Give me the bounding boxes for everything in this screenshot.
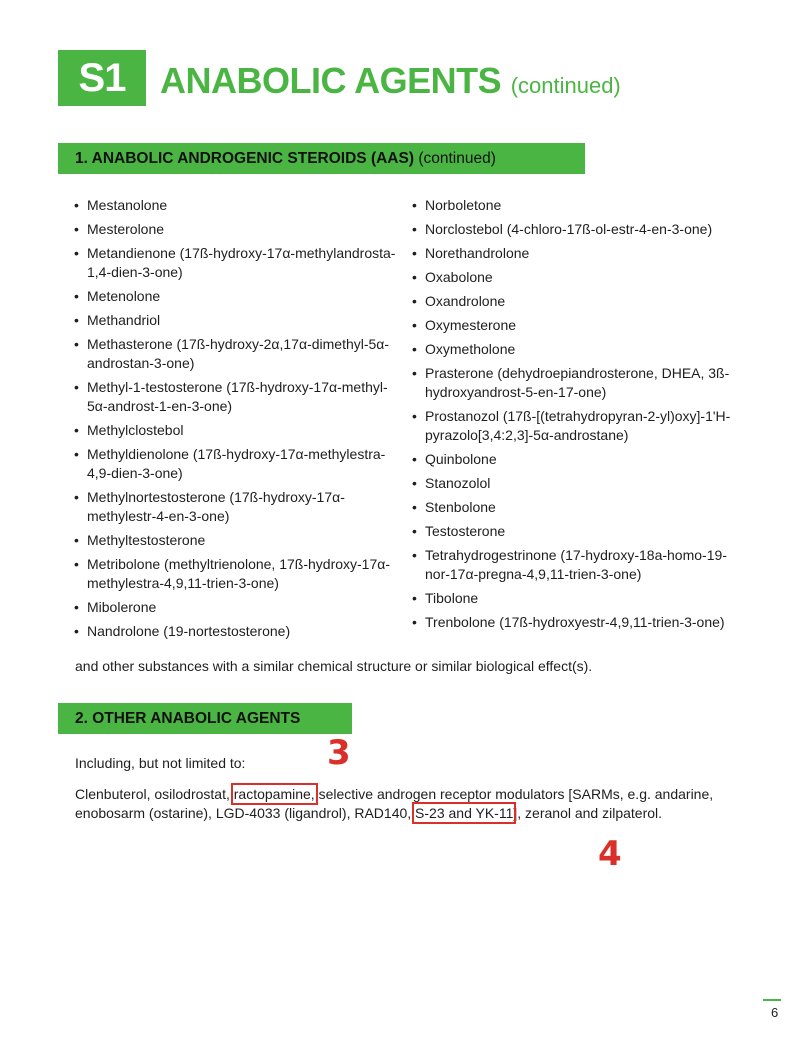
list-item: • Norclostebol (4-chloro-17ß-ol-estr-4-en-3-one) [411, 220, 751, 239]
list-item: • Norethandrolone [411, 244, 751, 263]
list-item: • Methyldienolone (17ß-hydroxy-17α-methylestra-4,9-dien-3-one) [73, 445, 408, 483]
list-item: • Tibolone [411, 589, 751, 608]
other-agents-text [75, 785, 755, 823]
page-number: 6 [771, 1005, 779, 1020]
section-code-badge: S1 [58, 50, 146, 106]
list-item: • Mibolerone [73, 598, 408, 617]
list-item: • Trenbolone (17ß-hydroxyestr-4,9,11-trien-3-one) [411, 613, 751, 632]
list-item: • Mesterolone [73, 220, 408, 239]
list-item: • Stenbolone [411, 498, 751, 517]
substance-list-left [73, 196, 408, 646]
list-item: • Metandienone (17ß-hydroxy-17α-methylandrosta-1,4-dien-3-one) [73, 244, 408, 282]
list-item: • Methandriol [73, 311, 408, 330]
list-item: • Metenolone [73, 287, 408, 306]
text-segment: Clenbuterol, osilodrostat, [75, 786, 234, 802]
list-item: • Mestanolone [73, 196, 408, 215]
section-header-aas-suffix: (continued) [418, 149, 496, 167]
list-item: • Oxymesterone [411, 316, 751, 335]
section-header-aas [58, 143, 585, 174]
list-item: • Prostanozol (17ß-[(tetrahydropyran-2-yl)oxy]-1'H-pyrazolo[3,4:2,3]-5α-androstane) [411, 407, 751, 445]
text-segment: ], zeranol and zilpaterol. [513, 805, 663, 821]
annotation-mark-4: 4 [598, 834, 622, 874]
list-item: • Prasterone (dehydroepiandrosterone, DHEA, 3ß-hydroxyandrost-5-en-17-one) [411, 364, 751, 402]
list-item: • Norboletone [411, 196, 751, 215]
list-item: • Oxandrolone [411, 292, 751, 311]
intro-text: Including, but not limited to: [75, 755, 246, 771]
page-title [160, 60, 621, 102]
list-item: • Oxabolone [411, 268, 751, 287]
page-title-suffix: (continued) [510, 73, 621, 98]
page-title-main: ANABOLIC AGENTS [160, 60, 502, 101]
list-item: • Metribolone (methyltrienolone, 17ß-hydroxy-17α-methylestra-4,9,11-trien-3-one) [73, 555, 408, 593]
footer-rule [763, 999, 781, 1001]
list-item: • Quinbolone [411, 450, 751, 469]
highlight-ractopamine: ractopamine, [233, 786, 315, 802]
list-item: • Methasterone (17ß-hydroxy-2α,17α-dimethyl-5α-androstan-3-one) [73, 335, 408, 373]
list-item: • Stanozolol [411, 474, 751, 493]
list-item: • Oxymetholone [411, 340, 751, 359]
section-header-aas-title: 1. ANABOLIC ANDROGENIC STEROIDS (AAS) [75, 149, 415, 167]
section-header-other [58, 703, 352, 734]
list-item: • Testosterone [411, 522, 751, 541]
highlight-s23-yk11: S-23 and YK-11 [415, 805, 514, 821]
section-header-other-title: 2. OTHER ANABOLIC AGENTS [75, 709, 301, 727]
list-item: • Nandrolone (19-nortestosterone) [73, 622, 408, 641]
closing-statement: and other substances with a similar chemical structure or similar biological effect(s). [75, 658, 593, 674]
text-segment: selective androgen receptor modulators [SARMs, e.g. andarine, enobosarm (ostarine), LGD-4033 (ligandrol), RAD140, [75, 786, 714, 821]
annotation-mark-3: 3 [327, 733, 351, 773]
list-item: • Methyl-1-testosterone (17ß-hydroxy-17α-methyl-5α-androst-1-en-3-one) [73, 378, 408, 416]
substance-list-right [411, 196, 751, 637]
list-item: • Methylclostebol [73, 421, 408, 440]
list-item: • Methyltestosterone [73, 531, 408, 550]
list-item: • Tetrahydrogestrinone (17-hydroxy-18a-homo-19-nor-17α-pregna-4,9,11-trien-3-one) [411, 546, 751, 584]
list-item: • Methylnortestosterone (17ß-hydroxy-17α-methylestr-4-en-3-one) [73, 488, 408, 526]
